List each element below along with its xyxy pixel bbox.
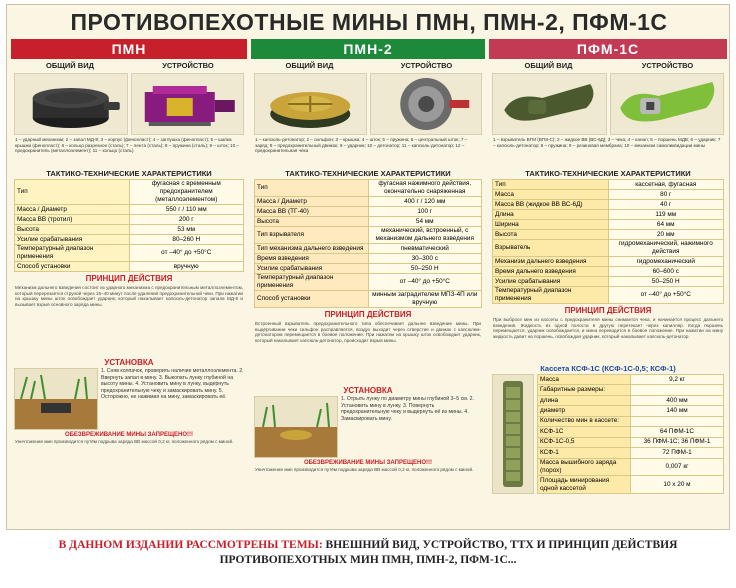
pmn2-parts-legend: 1 – капсюль-детонатор; 2 – сильфон; 3 – крышка; 4 – шток; 5 – пружина; 6 – центральный шток; 7 – заряд; 8 – предохранительный движок; 9 – ударник; 10 – детонатор; 11 – капсюль-детонатор; 12 – предохранительная чека <box>255 137 468 154</box>
pfm-photo <box>492 73 607 135</box>
pmn-subheads <box>11 61 247 73</box>
pmn-ttx-table <box>14 179 244 272</box>
table-row: Высота 54 мм <box>255 217 482 227</box>
poster-title: ПРОТИВОПЕХОТНЫЕ МИНЫ ПМН, ПМН-2, ПФМ-1С <box>70 9 668 35</box>
pmn-install-illustration <box>15 369 97 429</box>
table-row: Количество мин в кассете: <box>538 416 724 426</box>
pfm-device-label: УСТРОЙСТВО <box>641 61 694 70</box>
pmn-cutaway <box>131 73 245 135</box>
pmn-ttx-header: ТАКТИКО-ТЕХНИЧЕСКИЕ ХАРАКТЕРИСТИКИ <box>46 169 212 178</box>
pfm-parts-legend: 1 – взрыватель ВГМ (ВГМ-С); 2 – жидкое ВВ (ВС-6Д); 3 – чека; 4 – канал; 5 – поршень МДВ; 6 – ударник; 7 – капсюль-детонатор; 8 – пружина; 9 – резиновая мембрана; 10 – механизм самоликвидации мины <box>493 137 721 148</box>
pmn2-pictures <box>251 73 485 135</box>
pmn-install-text: 1. Сняв колпачок, проверить наличие металлоэлемента. 2. Ввернуть запал в мину. 3. Выкопать лунку глубиной на высоту мины. 4. Установить мину в лунку, выдернуть предохранительную чеку и замаскировать мину. 5. Осторожно, не нажимая на мину, замаскировать её. <box>101 368 244 401</box>
table-row: Усилие срабатывания 50–250 Н <box>255 264 482 274</box>
table-row: Температурный диапазон применения от –40° до +50°С <box>255 274 482 291</box>
pmn-photo <box>14 73 128 135</box>
pmn-banner: ПМН <box>11 39 247 59</box>
table-row: Площадь минирования одной кассетой 10 х 20 м <box>538 476 724 494</box>
pmn2-principle-header: ПРИНЦИП ДЕЙСТВИЯ <box>324 310 412 319</box>
pmn-install-picture <box>14 368 98 430</box>
table-row: Масса / Диаметр 550 г / 110 мм <box>15 205 244 215</box>
pmn2-banner: ПМН-2 <box>251 39 485 59</box>
pmn2-install-header: УСТАНОВКА <box>343 386 393 395</box>
table-row: Время дальнего взведения 60–600 с <box>493 267 724 277</box>
poster <box>6 4 730 530</box>
table-row: Тип фугасная с временным предохранителем (металлоэлементом) <box>15 180 244 205</box>
pmn-install <box>11 368 247 430</box>
column-pmn <box>11 39 247 526</box>
pmn-principle-header: ПРИНЦИП ДЕЙСТВИЯ <box>85 274 173 283</box>
pfm-kassette-table <box>537 374 724 494</box>
footer-line-1 <box>0 538 736 553</box>
pmn-device-illustration <box>132 74 244 134</box>
pmn2-principle-text: Встроенный взрыватель предохранительного типа обеспечивает дальнее взведение мины. При выдёргивании чеки сильфон расправляется, воздух выходит через отверстие и движок с капсюлем-детонатором перемещается в боевое положение. При нажатии на крышку шток освобождает ударник, который накалывает капсюль-детонатор, происходит взрыв мины. <box>255 321 481 343</box>
table-row: Масса ВВ (тротил) 200 г <box>15 215 244 225</box>
pfm-general-view-label: ОБЩИЙ ВИД <box>524 61 573 70</box>
column-pfm <box>489 39 727 526</box>
footer-line-1-text: ВНЕШНИЙ ВИД, УСТРОЙСТВО, ТТХ И ПРИНЦИП ДЕЙСТВИЯ <box>322 539 678 551</box>
table-row: Тип кассетная, фугасная <box>493 180 724 190</box>
pmn-principle-text: Механизм дальнего взведения состоит из ударного механизма с предохранительным металлоэлементом, который перерезается струной через 15–40 минут после удаления предохранительной чеки. При нажатии на крышку мины шток освобождает ударник, который накалывает капсюль-детонатор запала МД-9 и вызывает взрыв основного заряда мины. <box>15 285 243 307</box>
pfm-principle-header: ПРИНЦИП ДЕЙСТВИЯ <box>564 306 652 315</box>
table-row: длина 400 мм <box>538 395 724 405</box>
pfm-cutaway <box>610 73 725 135</box>
pfm-mine-illustration <box>493 74 606 134</box>
pmn-device-label: УСТРОЙСТВО <box>162 61 214 70</box>
pfm-banner: ПФМ-1С <box>489 39 727 59</box>
table-row: Масса ВВ (жидкое ВВ ВС-6Д) 40 г <box>493 200 724 210</box>
pmn2-cutaway <box>370 73 483 135</box>
table-row: Способ установки минным заградителем МПЗ-4П или вручную <box>255 291 482 308</box>
pfm-ttx-table <box>492 179 724 304</box>
pmn-general-view-label: ОБЩИЙ ВИД <box>46 61 94 70</box>
pmn2-warning: ОБЕЗВРЕЖИВАНИЕ МИНЫ ЗАПРЕЩЕНО!!! <box>303 460 433 466</box>
pmn-parts-legend: 1 – ударный механизм; 2 – запал МД-9; 3 – корпус (фенопласт); 4 – заглушка (фенопласт); 5 – шапка крышки (фенопласт); 6 – кольцо разрезное (сталь); 7 – лента (сталь); 8 – пружина (сталь); 9 – шток; 10 – предохранитель (металлоэлемент); 11 – кольцо (сталь) <box>15 137 239 154</box>
table-row: КСФ-1С-0,5 36 ПФМ-1С; 36 ПФМ-1 <box>538 437 724 447</box>
footer-caption <box>0 538 736 568</box>
pfm-kassette-picture <box>492 374 534 494</box>
table-row: КСФ-1С 64 ПФМ-1С <box>538 427 724 437</box>
pmn2-ttx-table <box>254 179 482 308</box>
pfm-pictures <box>489 73 727 135</box>
pmn2-subheads <box>251 61 485 73</box>
footer-line-2: ПРОТИВОПЕХОТНЫХ МИН ПМН, ПМН-2, ПФМ-1С... <box>219 554 517 566</box>
table-row: Ширина 64 мм <box>493 220 724 230</box>
pmn2-mine-illustration <box>255 74 366 134</box>
column-pmn2 <box>251 39 485 526</box>
table-row: Высота 20 мм <box>493 230 724 240</box>
table-row: Тип фугасная нажимного действия, окончательно снаряженная <box>255 180 482 197</box>
table-row: Тип взрывателя механический, встроенный, с механизмом дальнего взведения <box>255 227 482 244</box>
pmn-mine-illustration <box>15 74 127 134</box>
table-row: Длина 119 мм <box>493 210 724 220</box>
table-row: Масса / Диаметр 400 г / 120 мм <box>255 197 482 207</box>
pfm-subheads <box>489 61 727 73</box>
table-row: Механизм дальнего взведения гидромеханический <box>493 257 724 267</box>
table-row: диаметр 140 мм <box>538 406 724 416</box>
table-row: Способ установки вручную <box>15 262 244 272</box>
table-row: Температурный диапазон применения от –40° до +50°С <box>493 287 724 304</box>
pmn2-warning-note: Уничтожение мин производится путём подрыва заряда ВВ массой 0,2 кг, положенного рядом с миной. <box>255 467 474 472</box>
table-row: КСФ-1 72 ПФМ-1 <box>538 448 724 458</box>
table-row: Масса 80 г <box>493 190 724 200</box>
pmn2-install <box>251 396 485 458</box>
table-row: Масса ВВ (ТГ-40) 100 г <box>255 207 482 217</box>
pmn-warning-note: Уничтожение мин производится путём подрыва заряда ВВ массой 0,2 кг, положенного рядом с миной. <box>15 439 234 444</box>
table-row: Тип механизма дальнего взведения пневматический <box>255 244 482 254</box>
pmn-install-header: УСТАНОВКА <box>104 358 154 367</box>
table-row: Усилие срабатывания 80–260 Н <box>15 235 244 245</box>
pfm-kassette-title: Кассета КСФ-1С (КСФ-1С-0,5; КСФ-1) <box>540 364 676 373</box>
pfm-ttx-header: ТАКТИКО-ТЕХНИЧЕСКИЕ ХАРАКТЕРИСТИКИ <box>525 169 691 178</box>
pmn-warning: ОБЕЗВРЕЖИВАНИЕ МИНЫ ЗАПРЕЩЕНО!!! <box>64 432 194 438</box>
table-row: Усилие срабатывания 50–250 Н <box>493 277 724 287</box>
pmn2-ttx-header: ТАКТИКО-ТЕХНИЧЕСКИЕ ХАРАКТЕРИСТИКИ <box>285 169 451 178</box>
table-row: Время взведения 30–300 с <box>255 254 482 264</box>
table-row: Габаритные размеры: <box>538 385 724 395</box>
table-row: Температурный диапазон применения от –40° до +50°С <box>15 245 244 262</box>
pmn2-device-label: УСТРОЙСТВО <box>400 61 453 70</box>
table-row: Высота 53 мм <box>15 225 244 235</box>
pmn2-install-picture <box>254 396 338 458</box>
pmn2-general-view-label: ОБЩИЙ ВИД <box>285 61 334 70</box>
pmn2-photo <box>254 73 367 135</box>
table-row: Взрыватель гидромеханический, нажимного действия <box>493 240 724 257</box>
pmn2-install-text: 1. Отрыть лунку по диаметру мины глубиной 3–5 см. 2. Установить мину в лунку. 3. Повернуть предохранительную чеку и выдернуть её из мины. 4. Замаскировать мину. <box>341 396 475 422</box>
pmn2-device-illustration <box>371 74 482 134</box>
pmn-pictures <box>11 73 247 135</box>
pfm-principle-text: При выбросе мин из кассеты с предохранителя мины снимается чека, и начинается процесс дальнего взведения. Жидкость из одной полости в другую перетекает через капилляр. Когда поршень перемещается, ударник освобождается, и мина переводится в боевое положение. При нажатии на мину жидкость давит на поршень, освобождая ударник, который накалывает капсюль-детонатор. <box>493 317 723 339</box>
table-row: Масса вышибного заряда (порох) 0,007 кг <box>538 458 724 476</box>
table-row: Масса 9,2 кг <box>538 375 724 385</box>
footer-lead: В ДАННОМ ИЗДАНИИ РАССМОТРЕНЫ ТЕМЫ: <box>58 539 323 551</box>
pfm-device-illustration <box>611 74 724 134</box>
pmn2-install-illustration <box>255 397 337 457</box>
pfm-kassette-illustration <box>493 375 533 493</box>
pfm-kassette-block <box>489 374 727 494</box>
